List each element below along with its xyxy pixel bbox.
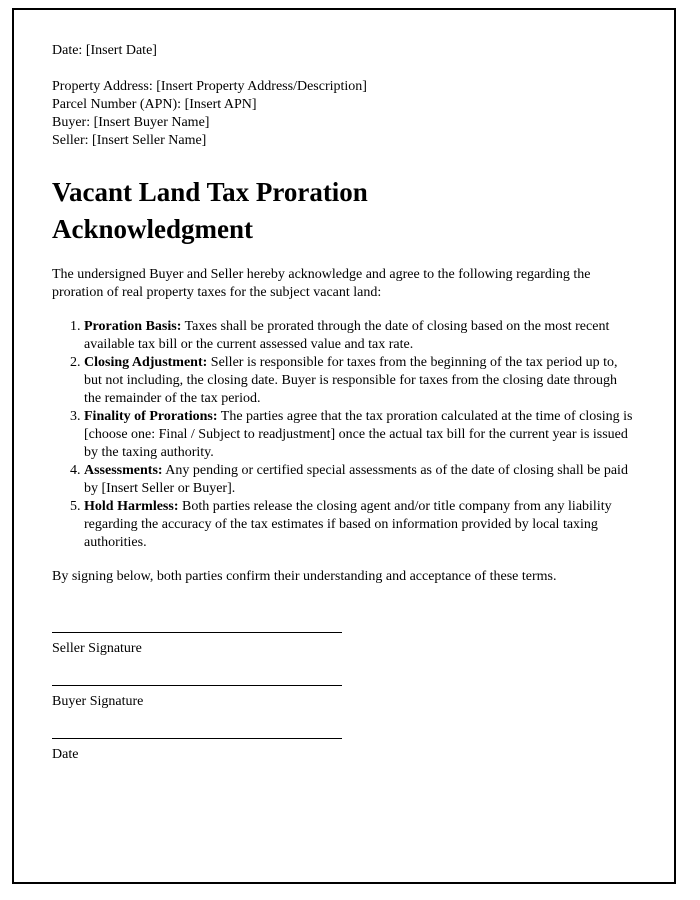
term-text: Any pending or certified special assessments as of the date of closing shall be paid by [Insert Seller or Buyer].: [84, 463, 628, 496]
seller-signature-block: [52, 632, 636, 658]
term-text: Taxes shall be prorated through the date of closing based on the most recent available tax bill or the current assessed value and tax rate.: [84, 319, 610, 352]
term-label: Finality of Prorations:: [84, 409, 218, 424]
list-item: [84, 354, 636, 408]
term-label: Proration Basis:: [84, 319, 182, 334]
buyer-line: Buyer: [Insert Buyer Name]: [52, 115, 210, 130]
list-item: [84, 498, 636, 552]
intro-paragraph: The undersigned Buyer and Seller hereby acknowledge and agree to the following regarding the proration of real property taxes for the subject vacant land:: [52, 267, 591, 300]
list-item: [84, 408, 636, 462]
seller-signature-label: Seller Signature: [52, 641, 142, 656]
parcel-number-line: Parcel Number (APN): [Insert APN]: [52, 97, 257, 112]
date-signature-label: Date: [52, 747, 79, 762]
document-title: Vacant Land Tax Proration Acknowledgment: [52, 177, 368, 244]
date-signature-line: [52, 738, 342, 739]
term-label: Closing Adjustment:: [84, 355, 208, 370]
terms-list: [52, 318, 636, 552]
list-item: [84, 462, 636, 498]
list-item: [84, 318, 636, 354]
buyer-signature-line: [52, 685, 342, 686]
term-text: Both parties release the closing agent and/or title company from any liability regarding the accuracy of the tax estimates if based on information provided by local taxing authorities.: [84, 499, 612, 550]
buyer-signature-block: [52, 685, 636, 711]
date-signature-block: [52, 738, 636, 764]
seller-signature-line: [52, 632, 342, 633]
date-line: Date: [Insert Date]: [52, 43, 157, 58]
party-info-block: [52, 78, 636, 150]
term-label: Hold Harmless:: [84, 499, 179, 514]
seller-line: Seller: [Insert Seller Name]: [52, 133, 207, 148]
term-text: Seller is responsible for taxes from the beginning of the tax period up to, but not including, the closing date. Buyer is responsible for taxes from the closing date through the remainder of the tax period.: [84, 355, 618, 406]
property-address-line: Property Address: [Insert Property Address/Description]: [52, 79, 367, 94]
closing-paragraph: By signing below, both parties confirm their understanding and acceptance of these terms.: [52, 569, 557, 584]
document-page: [12, 8, 676, 884]
buyer-signature-label: Buyer Signature: [52, 694, 144, 709]
term-text: The parties agree that the tax proration calculated at the time of closing is [choose one: Final / Subject to readjustment] once the actual tax bill for the current year is issued by the taxing authority.: [84, 409, 633, 460]
term-label: Assessments:: [84, 463, 163, 478]
